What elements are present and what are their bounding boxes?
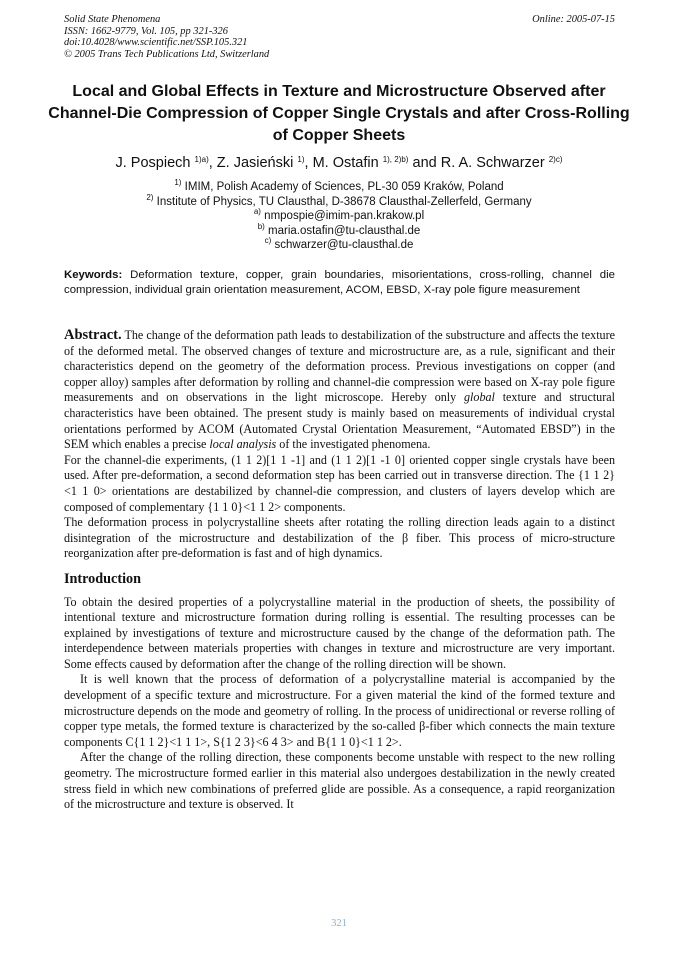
abstract-text: of the investigated phenomena.: [276, 437, 431, 452]
online-date: Online: 2005-07-15: [532, 14, 615, 25]
intro-paragraph: After the change of the rolling direction, these components become unstable with respect to the new rolling geometry. The microstructure formed earlier in this material also undergoes destabilization in the newly created stress field in which new combinations of preferred glide are possible. As a consequence, a rapid reorganization of the microstructure and texture is observed. It: [64, 750, 615, 812]
affiliation-mark: 2): [146, 192, 154, 202]
author-list: [20, 154, 658, 172]
affiliation-mark: 1): [174, 178, 182, 187]
email-text: nmpospie@imim-pan.krakow.pl: [260, 210, 425, 223]
author-name: M. Ostafin: [312, 155, 383, 171]
copyright-line: © 2005 Trans Tech Publications Ltd, Switzerland: [64, 48, 270, 60]
keywords: [64, 268, 615, 297]
journal-header: [64, 14, 269, 60]
email: [20, 238, 658, 253]
author-separator: ,: [208, 155, 217, 171]
author-name: Z. Jasieński: [216, 155, 298, 171]
email-mark: a): [253, 207, 261, 217]
affiliation: [20, 192, 658, 210]
keywords-label: Keywords:: [64, 269, 123, 281]
affiliation-text: IMIM, Polish Academy of Sciences, PL-30 059 Kraków, Poland: [181, 181, 504, 193]
abstract-label: Abstract.: [64, 327, 122, 343]
email-text: schwarzer@tu-clausthal.de: [271, 239, 414, 252]
section-heading: Introduction: [64, 570, 141, 587]
abstract-paragraph: The deformation process in polycrystalline sheets after rotating the rolling direction leads again to a distinct disintegration of the microstructure and destabilization of the β fiber. This process of micro-structure reorganization after pre-deformation is fast and of high dynamics.: [64, 515, 615, 561]
issn-line: ISSN: 1662-9779, Vol. 105, pp 321-326: [64, 25, 228, 37]
abstract-text: The change of the deformation path leads to destabilization of the substructure and affects the texture of the deformed metal. The observed changes of texture and microstructure are, as a rule, significant and their characteristics depend on the geometry of the deformation process. Previous investigations on copper (and copper alloy) samples after deformation by rolling and channel-die compression were based on X-ray pole figure measurements and on observations in the light microscope. Hereby only: [64, 328, 615, 405]
paper-title: Local and Global Effects in Texture and Microstructure Observed after Channel-Die Compression of Copper Single Crystals and after Cross-Rolling of Copper Sheets: [48, 83, 630, 144]
affiliation: [20, 180, 658, 195]
abstract-paragraph: For the channel-die experiments, (1 1 2)[1 1 -1] and (1 1 2)[1 -1 0] oriented copper single crystals have been used. After pre-deformation, a second deformation step has been carried out in transverse direction. The {1 1 2}<1 1 0> orientations are destabilized by channel-die compression, and clusters of layers develop which are composed of complementary {1 1 0}<1 1 2> components.: [64, 452, 615, 514]
paper-body: [64, 328, 615, 813]
email-mark: b): [257, 221, 265, 231]
keywords-text: Deformation texture, copper, grain boundaries, misorientations, cross-rolling, channel die compression, individual grain orientation measurement, ACOM, EBSD, X-ray pole figure measurement: [64, 269, 615, 296]
emphasis-global: global: [463, 390, 495, 405]
author-affiliation-mark: 1): [297, 155, 305, 164]
abstract-paragraph: [64, 328, 615, 453]
page-number: 321: [331, 918, 347, 929]
author-affiliation-mark: 1), 2)b): [382, 155, 409, 164]
emphasis-local-analysis: local analysis: [209, 437, 277, 452]
abstract-text: texture and structural characteristics have been obtained. The present study is mainly based on measurements of individual crystal orientations performed by ACOM (Automated Crystal Orientation Measurement, “Automated EBSD”) in the SEM which enables a precise: [64, 390, 615, 452]
journal-name: Solid State Phenomena: [64, 14, 161, 25]
author-affiliation-mark: 2)c): [548, 155, 563, 164]
author-name: J. Pospiech: [115, 155, 195, 171]
email-mark: c): [264, 236, 272, 246]
intro-paragraph: To obtain the desired properties of a polycrystalline material in the production of sheets, the possibility of intentional texture and microstructure formation during rolling is essential. The resulting processes can be explained by investigations of texture and microstructure caused by the change of the deformation path. The interdependence between materials properties with changes in texture and microstructure are very important. Some effects caused by deformation after the change of the rolling direction will be shown.: [64, 594, 615, 671]
email-text: maria.ostafin@tu-clausthal.de: [264, 224, 421, 237]
author-separator: ,: [304, 155, 313, 171]
doi-line: doi:10.4028/www.scientific.net/SSP.105.321: [64, 37, 248, 49]
affiliation-text: Institute of Physics, TU Clausthal, D-38678 Clausthal-Zellerfeld, Germany: [153, 195, 532, 208]
email: [20, 221, 658, 239]
author-affiliation-mark: 1)a): [194, 155, 209, 164]
author-name: R. A. Schwarzer: [440, 155, 549, 171]
author-separator: and: [408, 155, 441, 171]
affiliation-list: [20, 180, 658, 253]
intro-paragraph: It is well known that the process of deformation of a polycrystalline material is accompanied by the development of a specific texture and microstructure. For a given material the kind of the formed texture and microstructure depends on the mode and geometry of rolling. In the process of unidirectional or reverse rolling of copper type metals, the formed texture is characterized by the so-called β-fiber which connects the main texture components C{1 1 2}<1 1 1>, S{1 2 3}<6 4 3> and B{1 1 0}<1 1 2>.: [64, 672, 615, 749]
email: [20, 209, 658, 224]
